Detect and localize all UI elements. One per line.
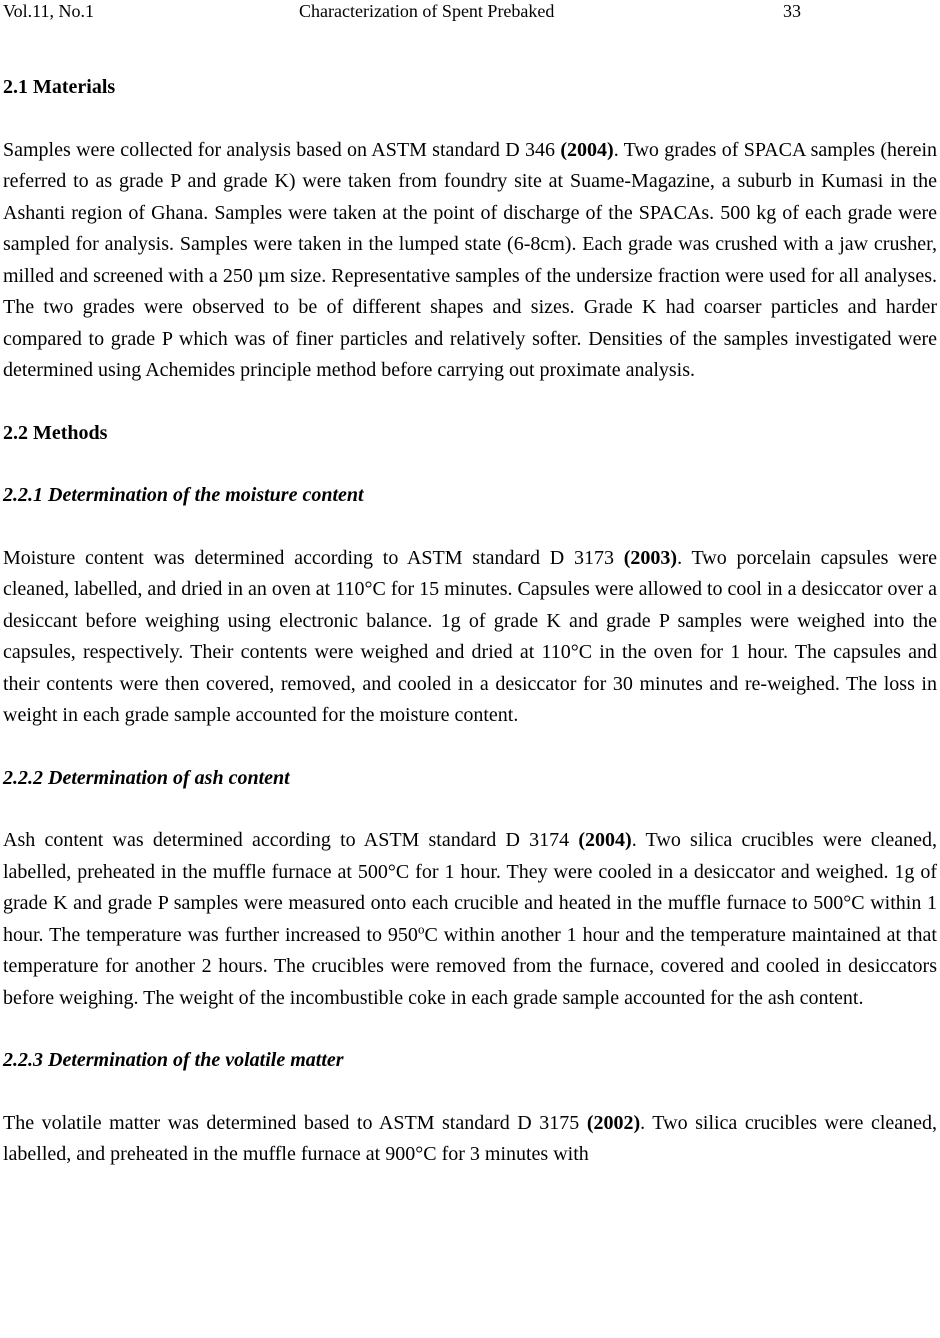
journal-volume: Vol.11, No.1: [3, 1, 95, 21]
citation-year: (2002): [586, 1111, 641, 1134]
paragraph-materials: Samples were collected for analysis based on ASTM standard D 346 (2004). Two grades of SPACA samples (herein referred to as grade P and grade K) were taken from foundry site at Suame-Magazine, a suburb in Kumasi in the Ashanti region of Ghana. Samples were taken at the point of discharge of the SPACAs. 500 kg of each grade were sampled for analysis. Samples were taken in the lumped state (6-8cm). Each grade was crushed with a jaw crusher, milled and screened with a 250 µm size. Representative samples of the undersize fraction were used for all analyses. The two grades were observed to be of different shapes and sizes. Grade K had coarser particles and harder compared to grade P which was of finer particles and relatively softer. Densities of the samples investigated were determined using Achemides principle method before carrying out proximate analysis.: [3, 138, 938, 381]
page-number: 33: [783, 1, 801, 21]
section-heading-materials: 2.1 Materials: [3, 76, 116, 98]
section-heading-methods: 2.2 Methods: [3, 421, 108, 444]
citation-year: (2003): [623, 546, 678, 569]
citation-year: (2004): [578, 829, 632, 851]
degree-superscript: o: [417, 920, 425, 936]
paragraph-volatile: The volatile matter was determined based to ASTM standard D 3175 (2002). Two silica crucibles were cleaned, labelled, and preheated in the muffle furnace at 900°C for 3 minutes with: [3, 1111, 938, 1165]
paragraph-ash: Ash content was determined according to ASTM standard D 3174 (2004). Two silica crucibles were cleaned, labelled, preheated in the muffle furnace at 500°C for 1 hour. They were cooled in a desiccator and weighed. 1g of grade K and grade P samples were measured onto each crucible and heated in the muffle furnace to 500°C within 1 hour. The temperature was further increased to 950$^o$C within another 1 hour and the temperature maintained at that temperature for another 2 hours. The crucibles were removed from the furnace, covered and cooled in desiccators before weighing. The weight of the incombustible coke in each grade sample accounted for the ash content.: [3, 829, 937, 1009]
paragraph-moisture: Moisture content was determined according to ASTM standard D 3173 (2003). Two porcelain capsules were cleaned, labelled, and dried in an oven at 110°C for 15 minutes. Capsules were allowed to cool in a desiccator over a desiccant before weighing using electronic balance. 1g of grade K and grade P samples were weighed into the capsules, respectively. Their contents were weighed and dried at 110°C in the oven for 1 hour. The capsules and their contents were then covered, removed, and cooled in a desiccator for 30 minutes and re-weighed. The loss in weight in each grade sample accounted for the moisture content.: [3, 546, 938, 726]
running-title: Characterization of Spent Prebaked: [299, 1, 555, 21]
running-header: [3, 0, 937, 24]
subsection-heading-volatile: 2.2.3 Determination of the volatile matter: [3, 1049, 344, 1071]
subsection-heading-moisture: 2.2.1 Determination of the moisture content: [3, 484, 364, 506]
document-page: [3, 0, 937, 1171]
citation-year: (2004): [560, 138, 614, 161]
subsection-heading-ash: 2.2.2 Determination of ash content: [3, 766, 290, 789]
